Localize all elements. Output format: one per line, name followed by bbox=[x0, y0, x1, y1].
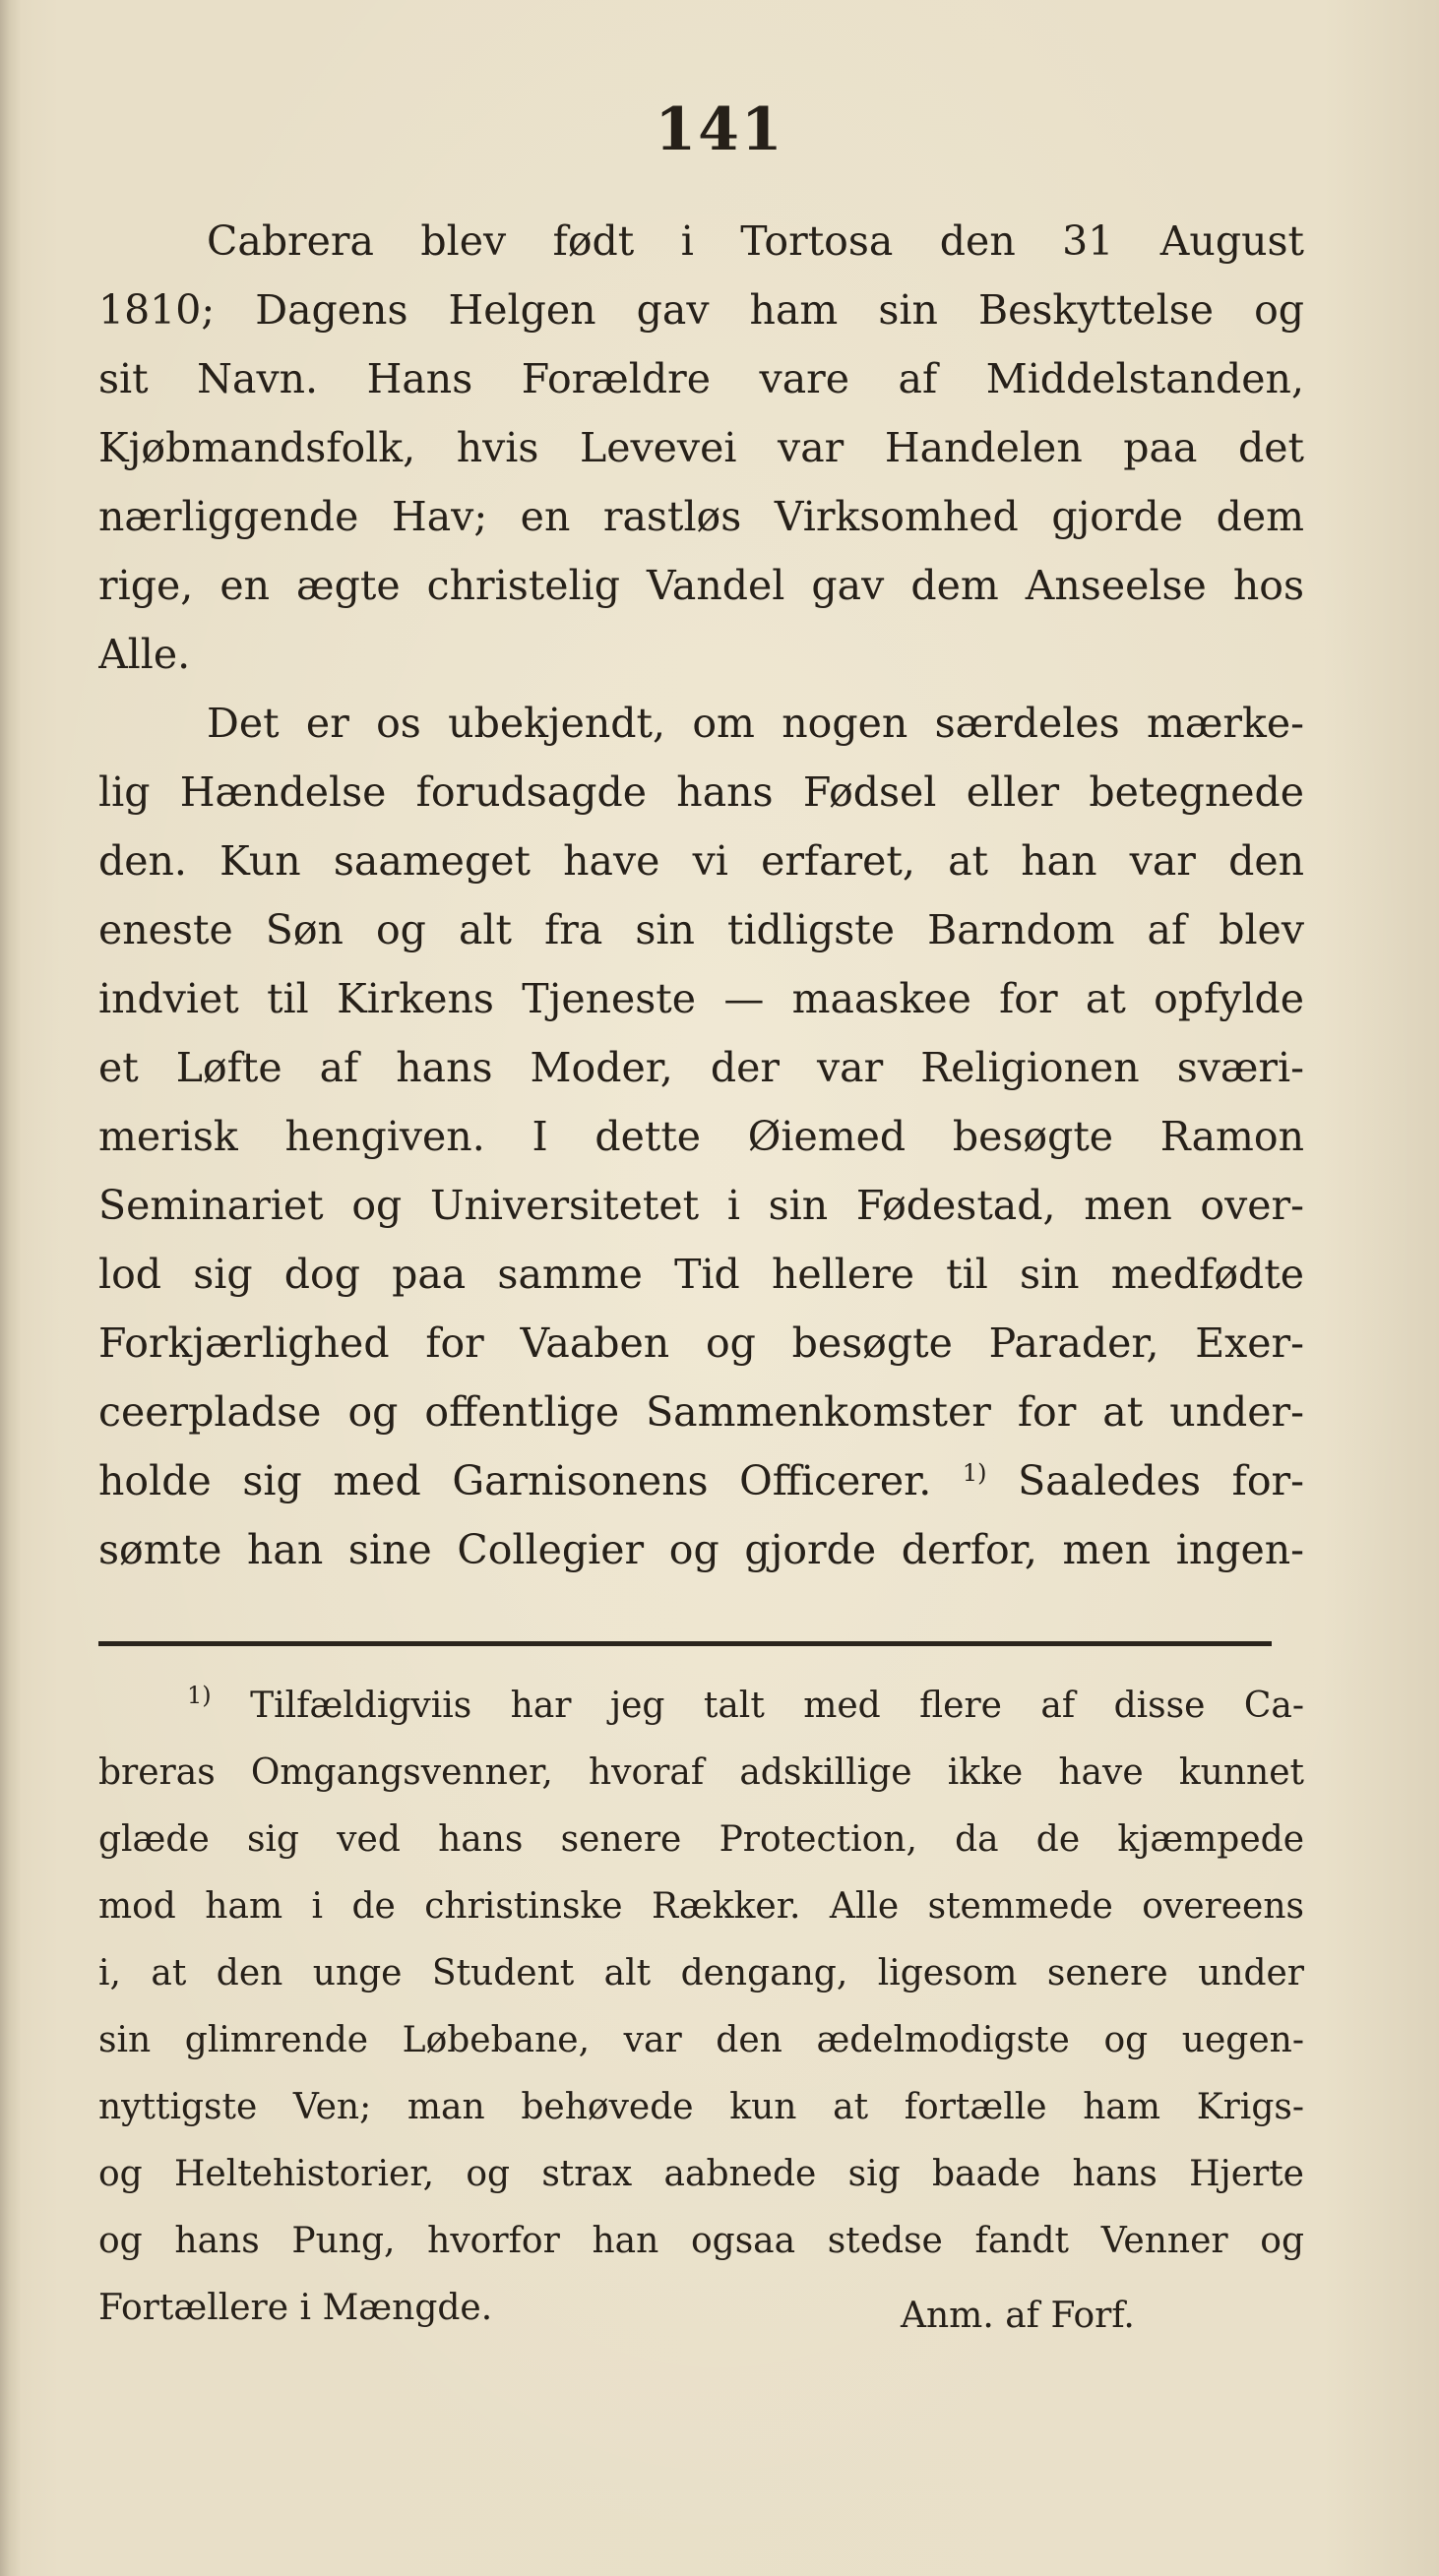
footnote-reference[interactable]: 1) bbox=[962, 1459, 987, 1487]
footnote-line: glæde sig ved hans senere Protection, da de kjæmpede bbox=[98, 1819, 1304, 1860]
text-line: sømte han sine Collegier og gjorde derfor, men ingen- bbox=[98, 1526, 1304, 1573]
text-line: lod sig dog paa samme Tid hellere til sin medfødte bbox=[98, 1251, 1304, 1298]
page-number: 141 bbox=[655, 95, 784, 164]
text-line: Alle. bbox=[98, 631, 191, 678]
footnote-line: i, at den unge Student alt dengang, ligesom senere under bbox=[98, 1953, 1304, 1993]
footnote-line bbox=[98, 1673, 1304, 1740]
text-line: nærliggende Hav; en rastløs Virksomhed gjorde dem bbox=[98, 493, 1304, 540]
footnote-signature: Anm. af Forf. bbox=[901, 2296, 1135, 2336]
text-line: eneste Søn og alt fra sin tidligste Barndom af blev bbox=[98, 906, 1304, 953]
text-line: et Løfte af hans Moder, der var Religionen sværi- bbox=[98, 1044, 1304, 1091]
text-line: merisk hengiven. I dette Øiemed besøgte Ramon bbox=[98, 1113, 1304, 1160]
footnote-line: og hans Pung, hvorfor han ogsaa stedse fandt Venner og bbox=[98, 2221, 1304, 2261]
footnote-line: nyttigste Ven; man behøvede kun at fortælle ham Krigs- bbox=[98, 2087, 1304, 2127]
text-line: Seminariet og Universitetet i sin Fødestad, men over- bbox=[98, 1182, 1304, 1229]
footnote-line: sin glimrende Løbebane, var den ædelmodigste og uegen- bbox=[98, 2020, 1304, 2060]
text-line: Forkjærlighed for Vaaben og besøgte Parader, Exer- bbox=[98, 1319, 1304, 1367]
footnote-marker: 1) bbox=[187, 1682, 212, 1709]
footnote-line: og Heltehistorier, og strax aabnede sig baade hans Hjerte bbox=[98, 2154, 1304, 2194]
footnote-line: breras Omgangsvenner, hvoraf adskillige ikke have kunnet bbox=[98, 1752, 1304, 1793]
text-line: lig Hændelse forudsagde hans Fødsel eller betegnede bbox=[98, 768, 1304, 816]
text-line: Det er os ubekjendt, om nogen særdeles mærke- bbox=[207, 700, 1304, 747]
text-segment: Tilfældigviis har jeg talt med flere af disse Ca- bbox=[250, 1686, 1304, 1726]
text-line: rige, en ægte christelig Vandel gav dem Anseelse hos bbox=[98, 562, 1304, 609]
main-text bbox=[98, 207, 1304, 1584]
text-line: sit Navn. Hans Forældre vare af Middelstanden, bbox=[98, 355, 1304, 402]
text-line: Cabrera blev født i Tortosa den 31 August bbox=[207, 217, 1304, 265]
footnote-line: mod ham i de christinske Rækker. Alle stemmede overeens bbox=[98, 1886, 1304, 1927]
footnote-line: Fortællere i Mængde. bbox=[98, 2288, 493, 2328]
text-line: den. Kun saameget have vi erfaret, at han var den bbox=[98, 837, 1304, 885]
footnote-separator bbox=[98, 1641, 1272, 1646]
text-segment: Saaledes for- bbox=[1018, 1457, 1304, 1504]
text-line-with-note-ref bbox=[98, 1446, 1304, 1515]
text-line: Kjøbmandsfolk, hvis Levevei var Handelen paa det bbox=[98, 424, 1304, 471]
text-segment: holde sig med Garnisonens Officerer. bbox=[98, 1457, 932, 1504]
text-line: 1810; Dagens Helgen gav ham sin Beskyttelse og bbox=[98, 286, 1304, 334]
footnote bbox=[98, 1673, 1304, 2342]
text-line: ceerpladse og offentlige Sammenkomster for at under- bbox=[98, 1388, 1304, 1436]
text-line: indviet til Kirkens Tjeneste — maaskee for at opfylde bbox=[98, 975, 1304, 1022]
